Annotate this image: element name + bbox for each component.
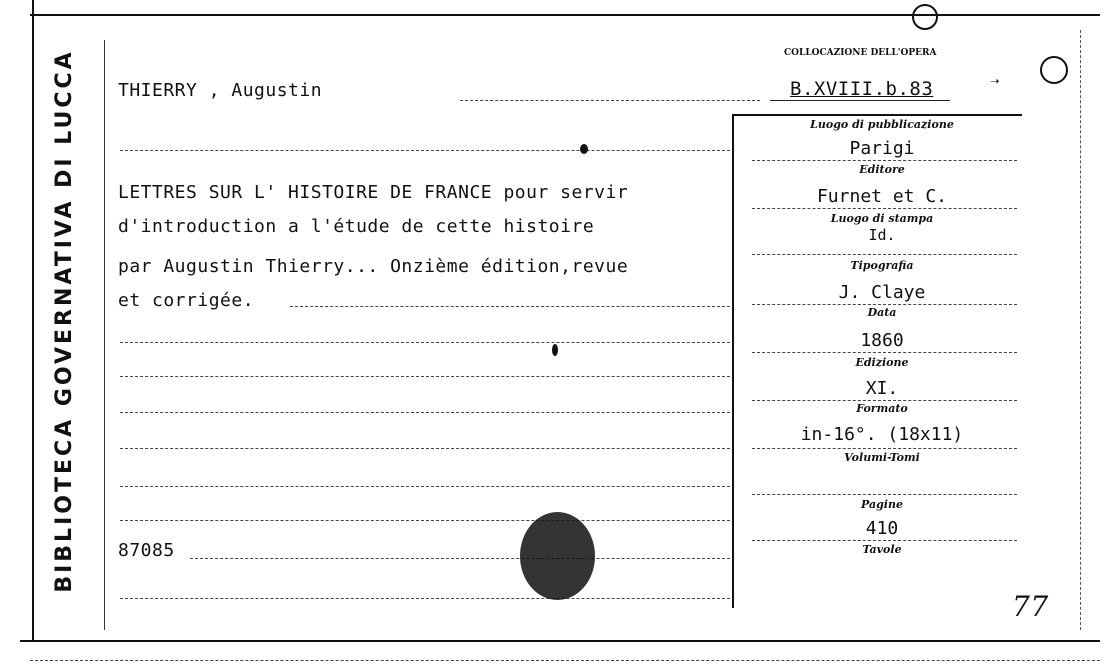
title-line-4: et corrigée. <box>118 290 255 311</box>
field-rule-3 <box>752 254 1017 255</box>
field-rule-5 <box>752 352 1017 353</box>
fields-panel-left-edge <box>732 114 734 608</box>
card-top-edge <box>30 14 1100 16</box>
stamp-mark-right <box>1040 56 1068 84</box>
ink-blot <box>520 512 595 600</box>
field-label-editore: Editore <box>859 163 905 176</box>
shelfmark-rule <box>770 100 950 101</box>
fields-panel-top-edge <box>732 114 1022 116</box>
field-label-luogo-pubblicazione: Luogo di pubblicazione <box>810 118 954 131</box>
rule-5 <box>120 448 730 449</box>
library-vertical-label: BIBLIOTECA GOVERNATIVA DI LUCCA <box>52 49 77 593</box>
field-value-tipografia: J. Claye <box>838 282 926 303</box>
collocazione-header: COLLOCAZIONE DELL'OPERA <box>784 48 937 58</box>
field-label-tavole: Tavole <box>862 543 902 556</box>
rule-8 <box>190 558 730 559</box>
ink-dot-1 <box>580 144 588 154</box>
card-left-edge <box>32 0 34 640</box>
field-rule-9 <box>752 540 1017 541</box>
rule-1 <box>120 150 730 151</box>
field-rule-6 <box>752 400 1017 401</box>
card-right-edge <box>1080 30 1081 630</box>
field-label-tipografia: Tipografia <box>850 259 914 272</box>
corner-handwritten-mark: 77 <box>1012 590 1049 623</box>
rule-3 <box>120 376 730 377</box>
title-line-2: d'introduction a l'étude de cette histoire <box>118 216 595 237</box>
field-rule-8 <box>752 494 1017 495</box>
rule-4 <box>120 412 730 413</box>
field-value-luogo-pubblicazione: Parigi <box>849 138 915 159</box>
field-label-formato: Formato <box>856 402 908 415</box>
card-bottom-edge-2 <box>30 660 1100 661</box>
card-margin-rule <box>104 40 105 630</box>
stamp-mark-top <box>912 4 938 30</box>
field-rule-2 <box>752 208 1017 209</box>
field-label-data: Data <box>867 306 897 319</box>
author-rule <box>460 100 760 101</box>
field-rule-7 <box>752 448 1017 449</box>
shelfmark: B.XVIII.b.83 <box>790 78 934 100</box>
field-value-formato: in-16°. (18x11) <box>800 424 964 445</box>
field-value-pagine: 410 <box>865 518 899 539</box>
author-heading: THIERRY , Augustin <box>118 80 323 101</box>
title-line-3: par Augustin Thierry... Onzième édition,revue <box>118 256 629 277</box>
ink-dot-2 <box>552 344 558 356</box>
rule-9 <box>120 598 730 599</box>
field-value-editore: Furnet et C. <box>816 186 948 207</box>
field-label-luogo-stampa: Luogo di stampa <box>830 212 934 225</box>
rule-7 <box>120 520 730 521</box>
field-rule-1 <box>752 160 1017 161</box>
field-value-edizione: XI. <box>865 378 899 399</box>
field-label-edizione: Edizione <box>855 356 909 369</box>
hand-mark: ➝ <box>990 72 1001 91</box>
field-value-data: 1860 <box>860 330 904 351</box>
field-label-volumi-tomi: Volumi-Tomi <box>844 451 920 464</box>
title-line-1: LETTRES SUR L' HISTOIRE DE FRANCE pour servir <box>118 182 629 203</box>
inventory-number: 87085 <box>118 540 175 561</box>
rule-2 <box>120 342 730 343</box>
field-value-luogo-stampa: Id. <box>868 226 896 244</box>
field-rule-4 <box>752 304 1017 305</box>
card-bottom-edge <box>20 640 1100 642</box>
rule-6 <box>120 486 730 487</box>
title-trail-rule <box>290 306 730 307</box>
field-label-pagine: Pagine <box>861 498 903 511</box>
